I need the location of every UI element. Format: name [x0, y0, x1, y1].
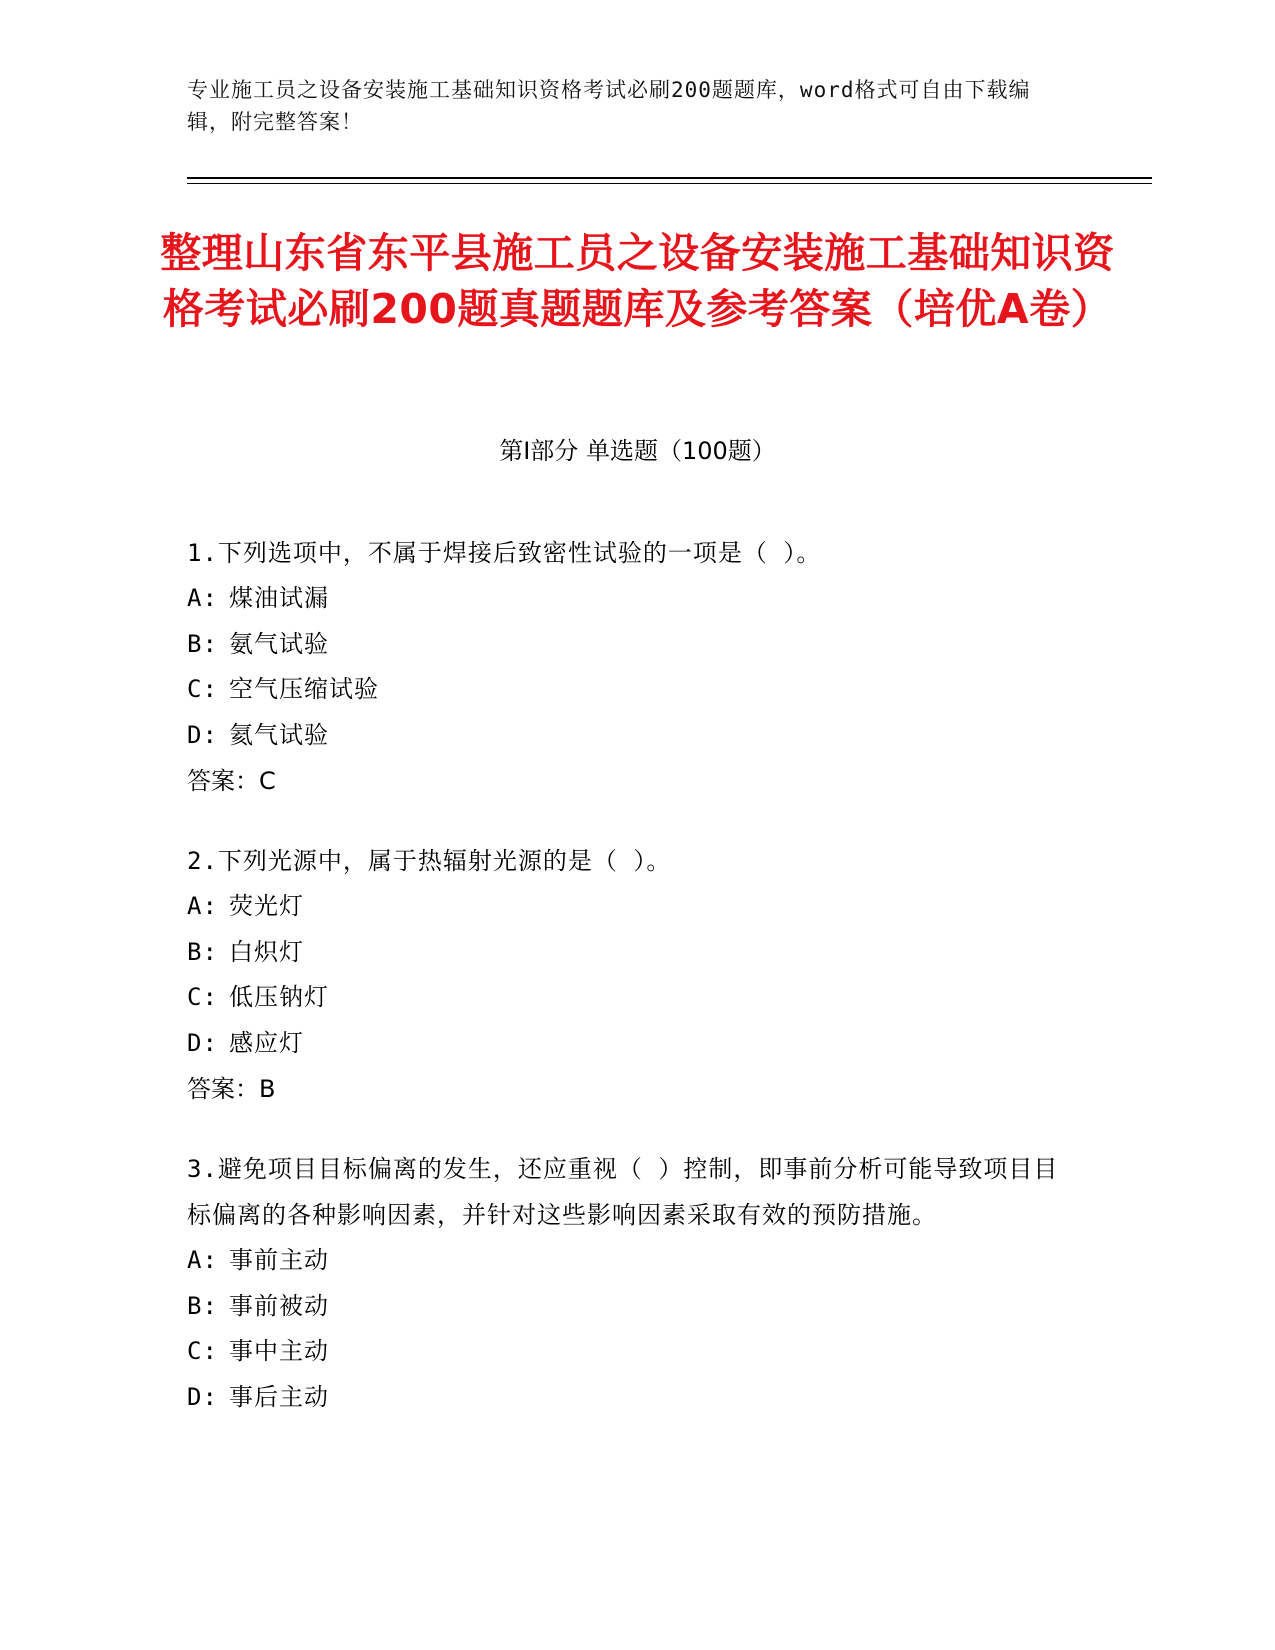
question-item: [187, 1146, 1077, 1420]
question-stem: 2.下列光源中，属于热辐射光源的是（ ）。: [187, 847, 672, 875]
option-key: B:: [187, 629, 218, 658]
option-key: C:: [187, 675, 218, 703]
answer-label: 答案：: [187, 1075, 259, 1103]
option-b: [187, 1284, 1077, 1330]
option-key: D:: [187, 1382, 218, 1411]
option-key: D:: [187, 1028, 218, 1057]
answer-value: C: [259, 767, 276, 795]
option-a: [187, 576, 1077, 622]
option-text: 感应灯: [229, 1028, 304, 1057]
option-text: 白炽灯: [229, 937, 304, 966]
answer-value: B: [259, 1075, 276, 1103]
section-title: 第Ⅰ部分 单选题（100题）: [499, 437, 776, 465]
option-b: [187, 930, 1077, 976]
question-stem: 3.避免项目目标偏离的发生，还应重视（ ）控制，即事前分析可能导致项目目标偏离的各种影响因素，并针对这些影响因素采取有效的预防措施。: [187, 1155, 1059, 1229]
option-key: C:: [187, 1337, 218, 1365]
option-key: B:: [187, 937, 218, 966]
option-c: [187, 1329, 1077, 1375]
option-text: 事前被动: [229, 1291, 329, 1320]
option-c: [187, 667, 1077, 713]
option-key: A:: [187, 1246, 218, 1274]
answer-line: [187, 1066, 1077, 1112]
option-b: [187, 622, 1077, 668]
answer-line: [187, 758, 1077, 804]
question-list: [187, 530, 1077, 1454]
option-key: A:: [187, 892, 218, 920]
option-key: D:: [187, 720, 218, 749]
option-d: [187, 1375, 1077, 1421]
option-text: 事中主动: [229, 1337, 329, 1365]
option-key: B:: [187, 1291, 218, 1320]
option-key: C:: [187, 983, 218, 1011]
option-d: [187, 1021, 1077, 1067]
header-note: 专业施工员之设备安装施工基础知识资格考试必刷200题题库，word格式可自由下载编辑，附完整答案！: [187, 78, 1031, 134]
option-text: 氨气试验: [229, 629, 329, 658]
option-text: 低压钠灯: [229, 983, 329, 1011]
option-a: [187, 884, 1077, 930]
question-stem: 1.下列选项中，不属于焊接后致密性试验的一项是（ ）。: [187, 539, 822, 567]
option-text: 荧光灯: [229, 892, 304, 920]
option-key: A:: [187, 584, 218, 612]
option-text: 事后主动: [229, 1382, 329, 1411]
option-text: 空气压缩试验: [229, 675, 379, 703]
document-title: 整理山东省东平县施工员之设备安装施工基础知识资格考试必刷200题真题题库及参考答案（培优A卷）: [160, 229, 1115, 333]
header-divider-thin: [187, 183, 1152, 184]
option-a: [187, 1238, 1077, 1284]
option-d: [187, 713, 1077, 759]
option-c: [187, 975, 1077, 1021]
option-text: 氦气试验: [229, 720, 329, 749]
answer-label: 答案：: [187, 767, 259, 795]
question-item: [187, 838, 1077, 1112]
question-item: [187, 530, 1077, 804]
option-text: 煤油试漏: [229, 584, 329, 612]
header-divider-thick: [187, 177, 1152, 179]
option-text: 事前主动: [229, 1246, 329, 1274]
